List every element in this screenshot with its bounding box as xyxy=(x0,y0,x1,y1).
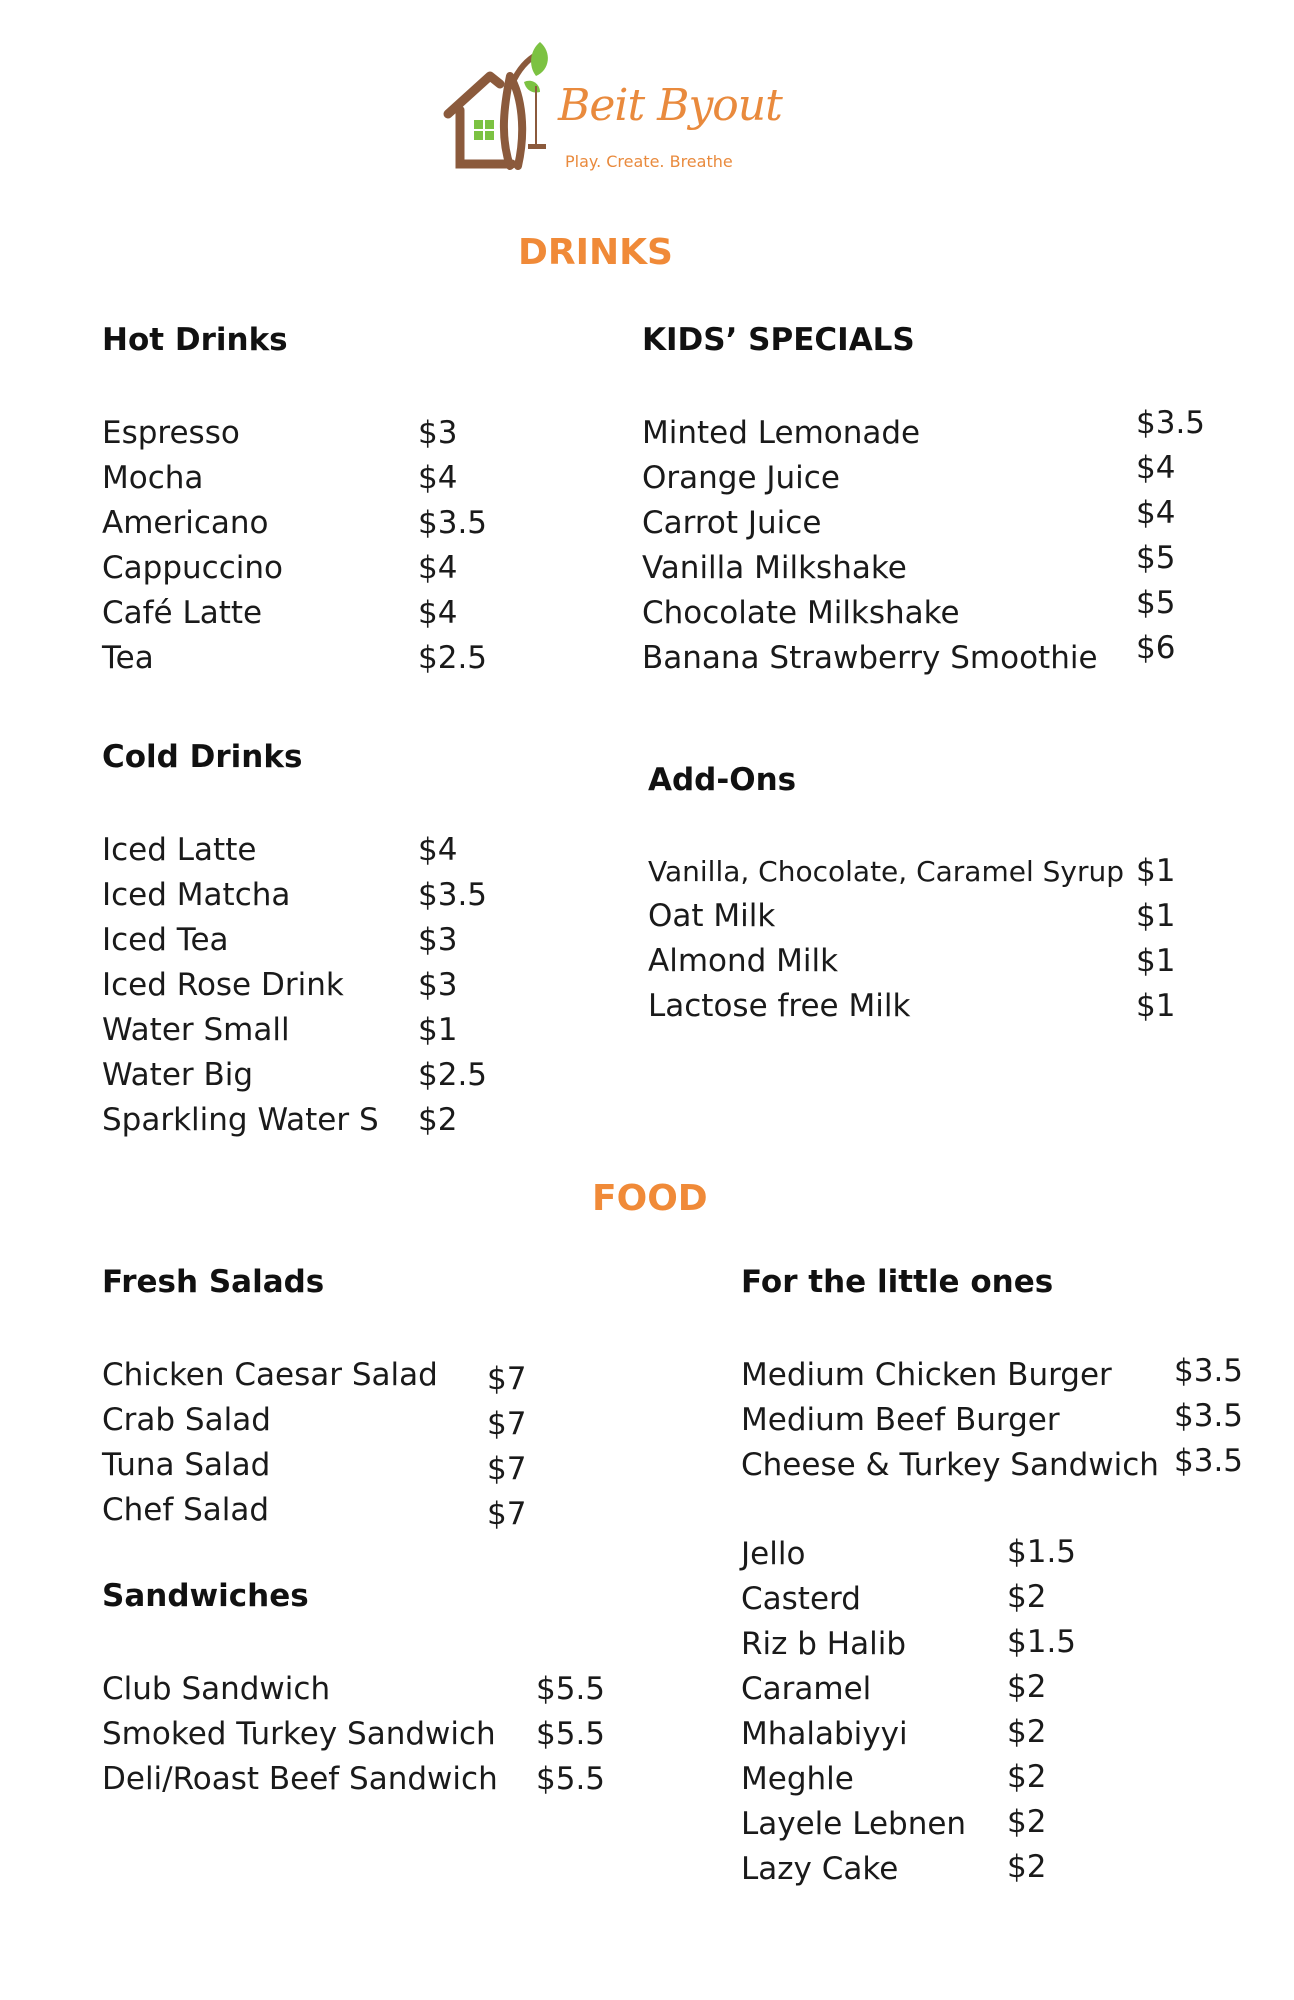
list-item: Espresso $3 xyxy=(102,415,458,451)
list-item: Mocha $4 xyxy=(102,460,458,496)
list-item: Chocolate Milkshake $5 xyxy=(642,585,1176,631)
list-item: Lazy Cake $2 xyxy=(741,1849,1047,1887)
list-item: Riz b Halib $1.5 xyxy=(741,1624,1077,1662)
kids-specials-title: KIDS’ SPECIALS xyxy=(642,322,915,358)
list-item: Chicken Caesar Salad $7 xyxy=(102,1357,527,1397)
list-item: Carrot Juice $4 xyxy=(642,495,1176,541)
list-item: Cappuccino $4 xyxy=(102,550,458,586)
brand-name: Beit Byout xyxy=(558,80,782,131)
list-item: Crab Salad $7 xyxy=(102,1402,527,1442)
list-item: Americano $3.5 xyxy=(102,505,488,541)
list-item: Caramel $2 xyxy=(741,1669,1047,1707)
list-item: Iced Rose Drink $3 xyxy=(102,967,458,1003)
sandwiches-title: Sandwiches xyxy=(102,1578,309,1614)
little-ones-mains-list xyxy=(741,1353,1244,1488)
house-tree-icon xyxy=(440,36,560,186)
food-heading: FOOD xyxy=(592,1178,708,1219)
list-item: Banana Strawberry Smoothie $6 xyxy=(642,630,1176,676)
sandwiches-list xyxy=(102,1667,606,1802)
add-ons-list xyxy=(648,849,1176,1029)
list-item: Café Latte $4 xyxy=(102,595,458,631)
list-item: Lactose free Milk $1 xyxy=(648,988,1176,1024)
list-item: Meghle $2 xyxy=(741,1759,1047,1797)
logo xyxy=(440,36,782,186)
list-item: Deli/Roast Beef Sandwich $5.5 xyxy=(102,1761,606,1797)
list-item: Water Big $2.5 xyxy=(102,1057,488,1093)
fresh-salads-title: Fresh Salads xyxy=(102,1264,325,1300)
hot-drinks-list xyxy=(102,411,488,681)
add-ons-title: Add-Ons xyxy=(648,762,797,798)
list-item: Almond Milk $1 xyxy=(648,943,1176,979)
list-item: Medium Chicken Burger $3.5 xyxy=(741,1353,1244,1393)
list-item: Sparkling Water S $2 xyxy=(102,1102,458,1138)
list-item: Cheese & Turkey Sandwich $3.5 xyxy=(741,1443,1244,1483)
drinks-heading: DRINKS xyxy=(518,232,673,273)
little-ones-desserts-list xyxy=(741,1532,1077,1892)
list-item: Chef Salad $7 xyxy=(102,1492,527,1532)
list-item: Iced Latte $4 xyxy=(102,832,458,868)
list-item: Oat Milk $1 xyxy=(648,898,1176,934)
list-item: Orange Juice $4 xyxy=(642,450,1176,496)
list-item: Smoked Turkey Sandwich $5.5 xyxy=(102,1716,606,1752)
list-item: Tuna Salad $7 xyxy=(102,1447,527,1487)
hot-drinks-title: Hot Drinks xyxy=(102,322,288,358)
list-item: Minted Lemonade $3.5 xyxy=(642,405,1206,451)
list-item: Medium Beef Burger $3.5 xyxy=(741,1398,1244,1438)
list-item: Vanilla Milkshake $5 xyxy=(642,540,1176,586)
list-item: Layele Lebnen $2 xyxy=(741,1804,1047,1842)
list-item: Tea $2.5 xyxy=(102,640,488,676)
list-item: Water Small $1 xyxy=(102,1012,458,1048)
list-item: Vanilla, Chocolate, Caramel Syrup $1 xyxy=(648,853,1176,889)
list-item: Mhalabiyyi $2 xyxy=(741,1714,1047,1752)
cold-drinks-list xyxy=(102,828,488,1143)
little-ones-title: For the little ones xyxy=(741,1264,1054,1300)
list-item: Iced Matcha $3.5 xyxy=(102,877,488,913)
cold-drinks-title: Cold Drinks xyxy=(102,739,303,775)
brand-tagline: Play. Create. Breathe xyxy=(565,152,733,171)
list-item: Casterd $2 xyxy=(741,1579,1047,1617)
salads-list xyxy=(102,1353,527,1533)
kids-specials-list xyxy=(642,405,1206,681)
list-item: Jello $1.5 xyxy=(741,1534,1077,1572)
list-item: Club Sandwich $5.5 xyxy=(102,1671,606,1707)
list-item: Iced Tea $3 xyxy=(102,922,458,958)
